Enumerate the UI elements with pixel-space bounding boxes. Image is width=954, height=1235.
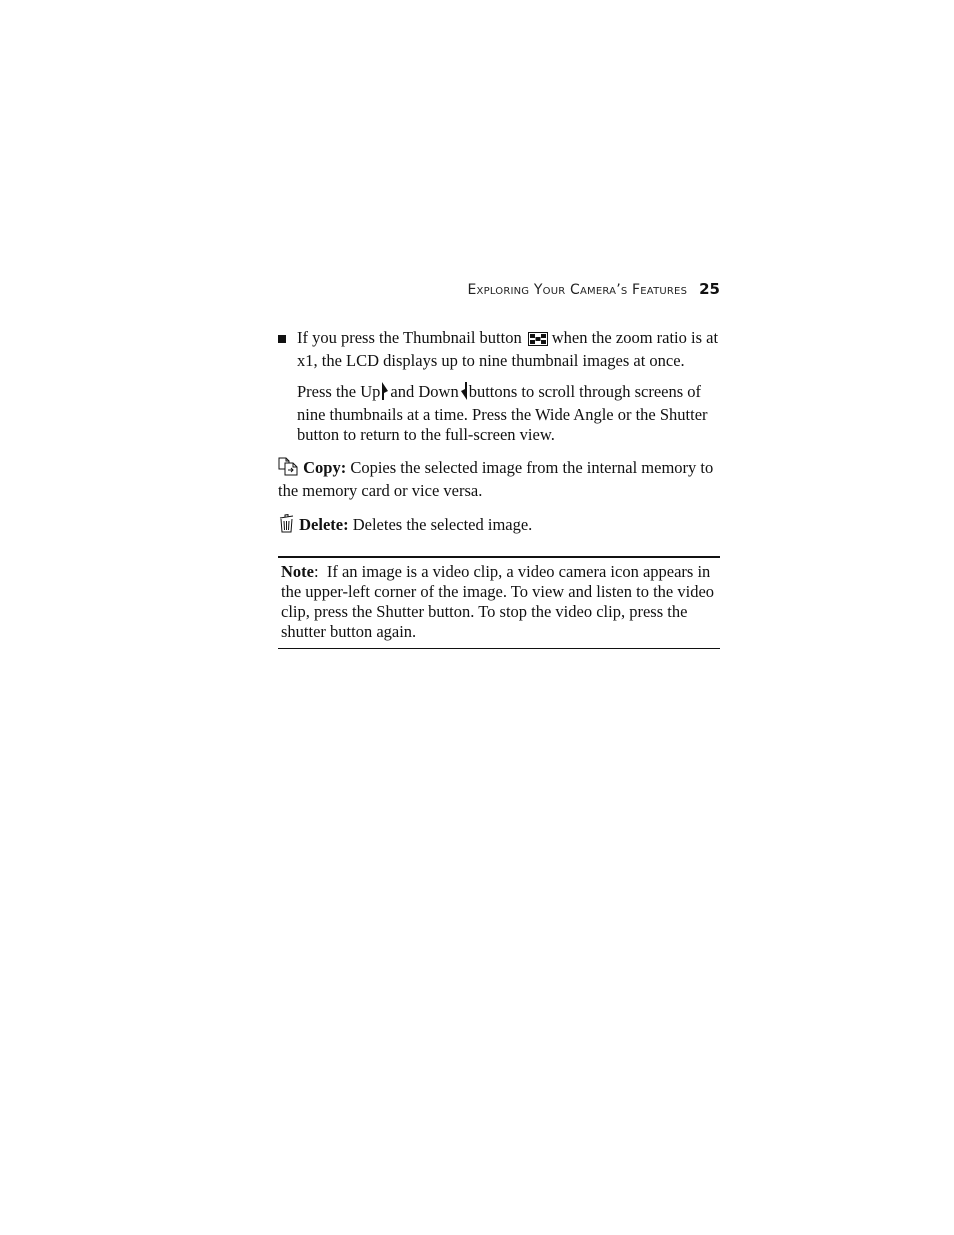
copy-label: Copy: [303,458,347,477]
thumbnail-bullet-text: If you press the Thumbnail button when the zoom ratio is at x1, the LCD displays up to nine thumbnail images at once. [297,328,719,370]
running-title: Exploring Your Camera’s Features [467,282,688,298]
thumbnail-bullet [278,328,720,371]
down-arrow-icon [460,382,468,405]
thumbnail-grid-icon [528,331,548,351]
page-header [380,280,720,299]
page-number: 25 [699,280,720,298]
scroll-instructions: Press the Up and Down buttons to scroll through screens of nine thumbnails at a time. Press the Wide Angle or the Shutter button to return to the full-screen view. [297,382,708,444]
note-box [278,556,720,649]
note-label: Note [281,562,314,581]
main-content [278,328,720,538]
copy-icon [278,457,299,481]
delete-description: Delete: Deletes the selected image. [278,514,720,538]
square-bullet-icon [278,335,286,343]
trash-icon [278,514,295,538]
delete-label: Delete: [299,515,349,534]
copy-description: Copy: Copies the selected image from the internal memory to the memory card or vice versa. [278,458,714,500]
note-text: Note: If an image is a video clip, a video camera icon appears in the upper-left corner of the image. To view and listen to the video clip, press the Shutter button. To stop the video clip, press the shutter button again. [281,562,715,641]
up-arrow-icon [381,382,389,405]
